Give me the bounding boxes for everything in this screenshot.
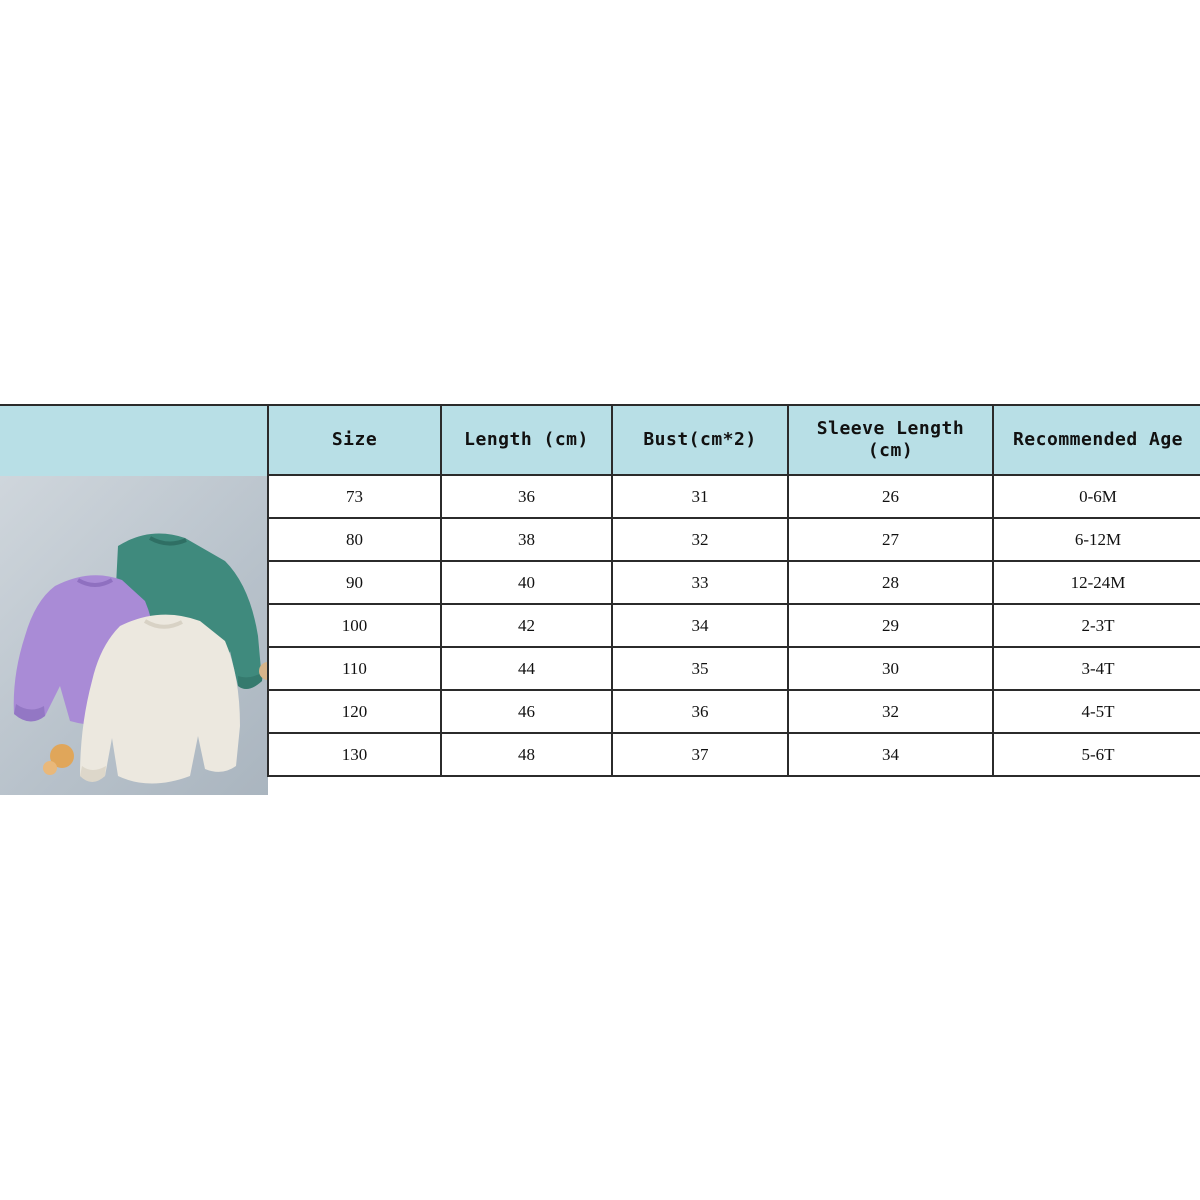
- table-cell: 130: [268, 733, 441, 776]
- column-header-label: Sleeve Length: [816, 418, 965, 439]
- table-header-row: [268, 405, 1200, 475]
- sweaters-illustration: [0, 476, 268, 795]
- column-header: [441, 405, 612, 475]
- table-cell: 48: [441, 733, 612, 776]
- table-cell: 31: [612, 475, 788, 518]
- table-row: [268, 518, 1200, 561]
- table-cell: 27: [788, 518, 993, 561]
- table-cell: 38: [441, 518, 612, 561]
- table-cell: 12-24M: [993, 561, 1200, 604]
- table-cell: 32: [788, 690, 993, 733]
- table-row: [268, 561, 1200, 604]
- table-cell: 36: [441, 475, 612, 518]
- table-cell: 110: [268, 647, 441, 690]
- table-row: [268, 647, 1200, 690]
- table-cell: 90: [268, 561, 441, 604]
- column-header: [993, 405, 1200, 475]
- table-body: [268, 475, 1200, 776]
- table-cell: 37: [612, 733, 788, 776]
- table-cell: 100: [268, 604, 441, 647]
- table-cell: 35: [612, 647, 788, 690]
- size-table: [267, 404, 1200, 777]
- table-cell: 4-5T: [993, 690, 1200, 733]
- table-cell: 30: [788, 647, 993, 690]
- table-row: [268, 604, 1200, 647]
- column-header: [612, 405, 788, 475]
- table-cell: 6-12M: [993, 518, 1200, 561]
- product-photo: [0, 476, 268, 795]
- table-cell: 2-3T: [993, 604, 1200, 647]
- table-cell: 73: [268, 475, 441, 518]
- column-header-label: Size: [331, 429, 378, 450]
- column-header-label: Recommended Age: [1012, 429, 1184, 450]
- table-row: [268, 475, 1200, 518]
- header-corner-cell: [0, 404, 268, 476]
- column-header-label: Length (cm): [464, 429, 589, 450]
- column-header-label: Bust(cm*2): [643, 429, 757, 450]
- table-cell: 34: [788, 733, 993, 776]
- table-cell: 33: [612, 561, 788, 604]
- table-cell: 34: [612, 604, 788, 647]
- column-header: [268, 405, 441, 475]
- table-cell: 26: [788, 475, 993, 518]
- table-cell: 0-6M: [993, 475, 1200, 518]
- wooden-toy-icon: [43, 761, 57, 775]
- table-cell: 28: [788, 561, 993, 604]
- table-cell: 32: [612, 518, 788, 561]
- table-row: [268, 690, 1200, 733]
- table-cell: 40: [441, 561, 612, 604]
- size-chart: [0, 404, 1200, 795]
- table-cell: 42: [441, 604, 612, 647]
- table-cell: 120: [268, 690, 441, 733]
- table-cell: 5-6T: [993, 733, 1200, 776]
- column-header-label: (cm): [867, 440, 914, 461]
- table-cell: 3-4T: [993, 647, 1200, 690]
- table-cell: 46: [441, 690, 612, 733]
- table-row: [268, 733, 1200, 776]
- table-cell: 29: [788, 604, 993, 647]
- table-cell: 80: [268, 518, 441, 561]
- table-cell: 36: [612, 690, 788, 733]
- table-cell: 44: [441, 647, 612, 690]
- column-header: [788, 405, 993, 475]
